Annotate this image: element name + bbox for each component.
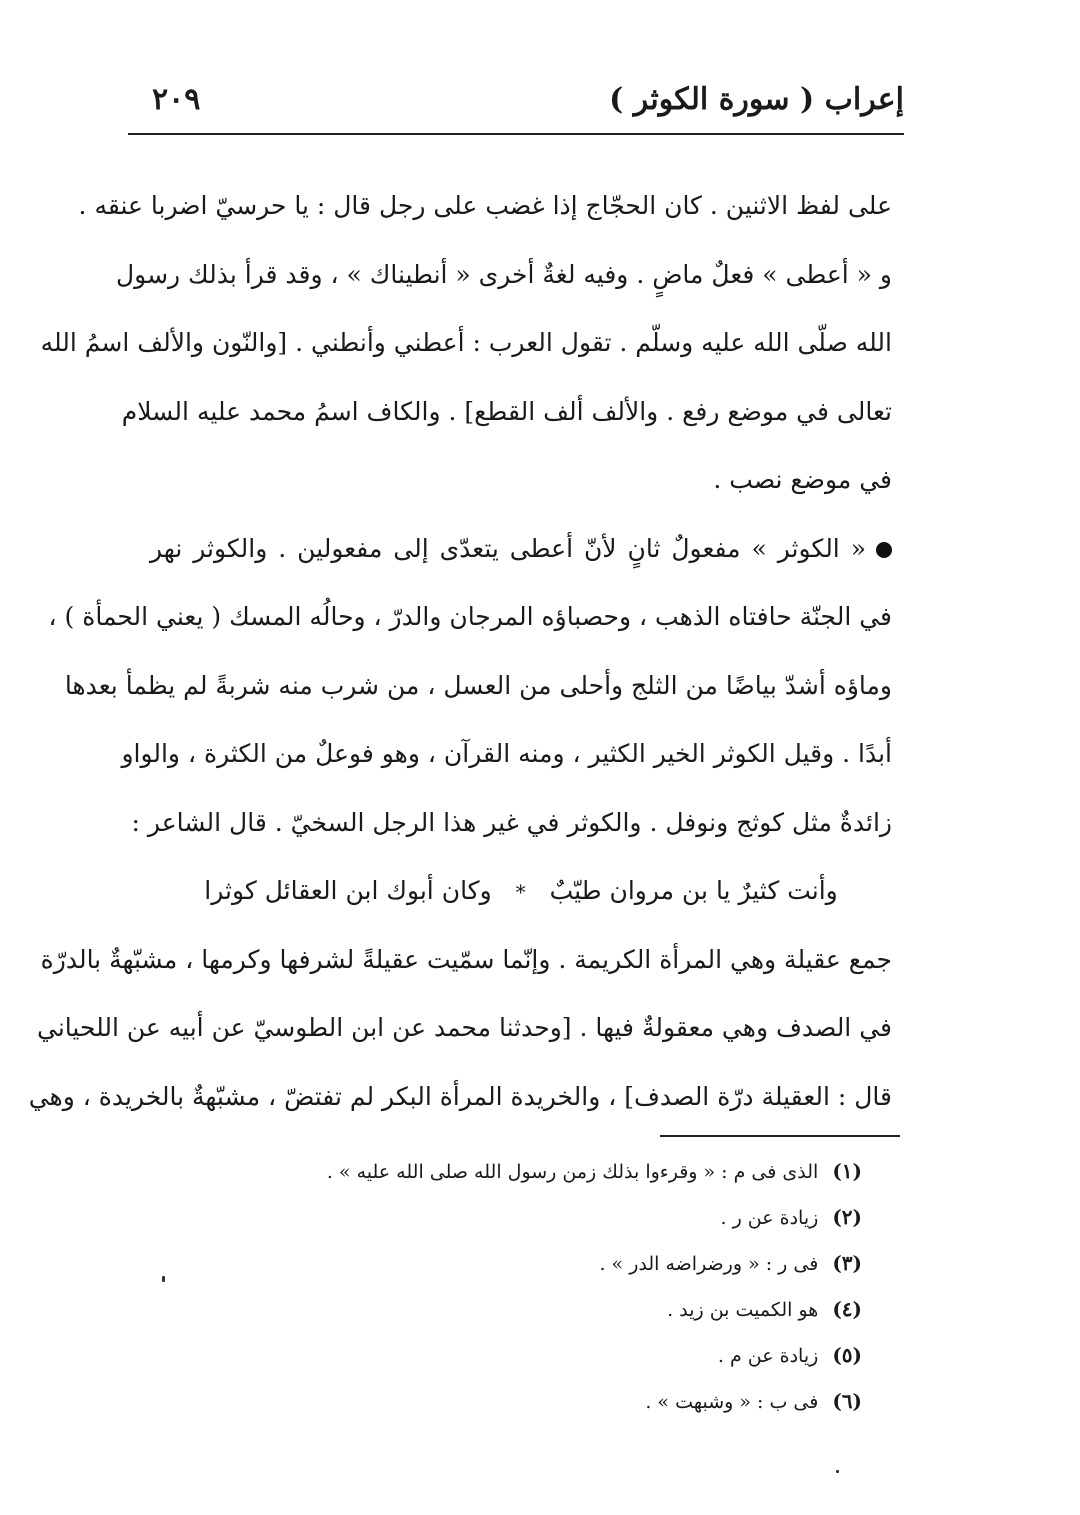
- footnote-number: (٦): [832, 1389, 862, 1413]
- text-line: زائدةٌ مثل كوثج ونوفل . والكوثر في غير هذا الرجل السخيّ . قال الشاعر :: [131, 807, 892, 837]
- text-line: على لفظ الاثنين . كان الحجّاج إذا غضب على رجل قال : يا حرسيّ اضربا عنقه .: [78, 191, 892, 220]
- print-speck: [836, 1470, 839, 1473]
- text-line: تعالى في موضع رفع . والألف ألف القطع] . والكاف اسمُ محمد عليه السلام: [121, 396, 892, 426]
- footnotes: [162, 1148, 862, 1424]
- text-line: في موضع نصب .: [713, 465, 892, 494]
- text-line: قال : العقيلة درّة الصدف] ، والخريدة المرأة البكر لم تفتضّ ، مشبّهةٌ بالخريدة ، وهي: [28, 1081, 892, 1111]
- footnote-number: (٣): [832, 1251, 862, 1275]
- paragraph-start-line: [150, 515, 892, 584]
- footnote-number: (٢): [832, 1205, 862, 1229]
- text-line: الله صلّى الله عليه وسلّم . تقول العرب : أعطني وأنطني . [والنّون والألف اسمُ الله: [40, 328, 892, 357]
- text-line: جمع عقيلة وهي المرأة الكريمة . وإنّما سمّيت عقيلةً لشرفها وكرمها ، مشبّهةٌ بالدرّة: [40, 944, 892, 974]
- page-header: [128, 78, 904, 128]
- page-number: ٢٠٩: [152, 82, 201, 117]
- header-rule: [128, 133, 904, 135]
- footnote: [162, 1194, 862, 1240]
- footnote-text: الذى فى م : « وقرءوا بذلك زمن رسول الله صلى الله عليه » .: [326, 1161, 819, 1183]
- footnote: [162, 1332, 862, 1378]
- footnote-number: (٥): [832, 1343, 862, 1367]
- footnote-text: زيادة عن م .: [717, 1345, 819, 1367]
- text-line: « الكوثر » مفعولٌ ثانٍ لأنّ أعطى يتعدّى إلى مفعولين . والكوثر نهر: [150, 533, 866, 563]
- footnote-text: زيادة عن ر .: [720, 1207, 819, 1229]
- verse-second-hemistich: وكان أبوك ابن العقائل كوثرا: [204, 876, 492, 905]
- footnote-rule: [660, 1135, 900, 1137]
- text-line: و « أعطى » فعلٌ ماضٍ . وفيه لغةٌ أخرى « أنطيناك » ، وقد قرأ بذلك رسول: [116, 259, 892, 289]
- footnote-text: فى ب : « وشبهت » .: [645, 1391, 819, 1413]
- print-speck: [162, 1276, 165, 1282]
- verse-first-hemistich: وأنت كثيرٌ يا بن مروان طيّبٌ: [549, 876, 838, 905]
- footnote: [162, 1148, 862, 1194]
- footnote: [162, 1240, 862, 1286]
- footnote-number: (١): [832, 1159, 862, 1183]
- footnote: [162, 1378, 862, 1424]
- text-line: وماؤه أشدّ بياضًا من الثلج وأحلى من العسل ، من شرب منه شربةً لم يظمأ بعدها: [64, 670, 892, 700]
- footnote: [162, 1286, 862, 1332]
- footnote-text: فى ر : « ورضراضه الدر » .: [599, 1253, 819, 1275]
- text-line: في الصدف وهي معقولةٌ فيها . [وحدثنا محمد عن ابن الطوسيّ عن أبيه عن اللحياني: [37, 1013, 892, 1042]
- poetry-verse: [150, 857, 892, 926]
- text-line: في الجنّة حافتاه الذهب ، وحصباؤه المرجان والدرّ ، وحالُه المسك ( يعني الحمأة ) ،: [48, 602, 892, 631]
- footnote-text: هو الكميت بن زيد .: [667, 1299, 819, 1321]
- running-title: إعراب ( سورة الكوثر ): [609, 82, 904, 117]
- body-text: [28, 172, 892, 1131]
- footnote-number: (٤): [832, 1297, 862, 1321]
- text-line: أبدًا . وقيل الكوثر الخير الكثير ، ومنه القرآن ، وهو فوعلٌ من الكثرة ، والواو: [121, 739, 892, 768]
- verse-separator: *: [515, 880, 526, 904]
- bullet-icon: [876, 542, 892, 558]
